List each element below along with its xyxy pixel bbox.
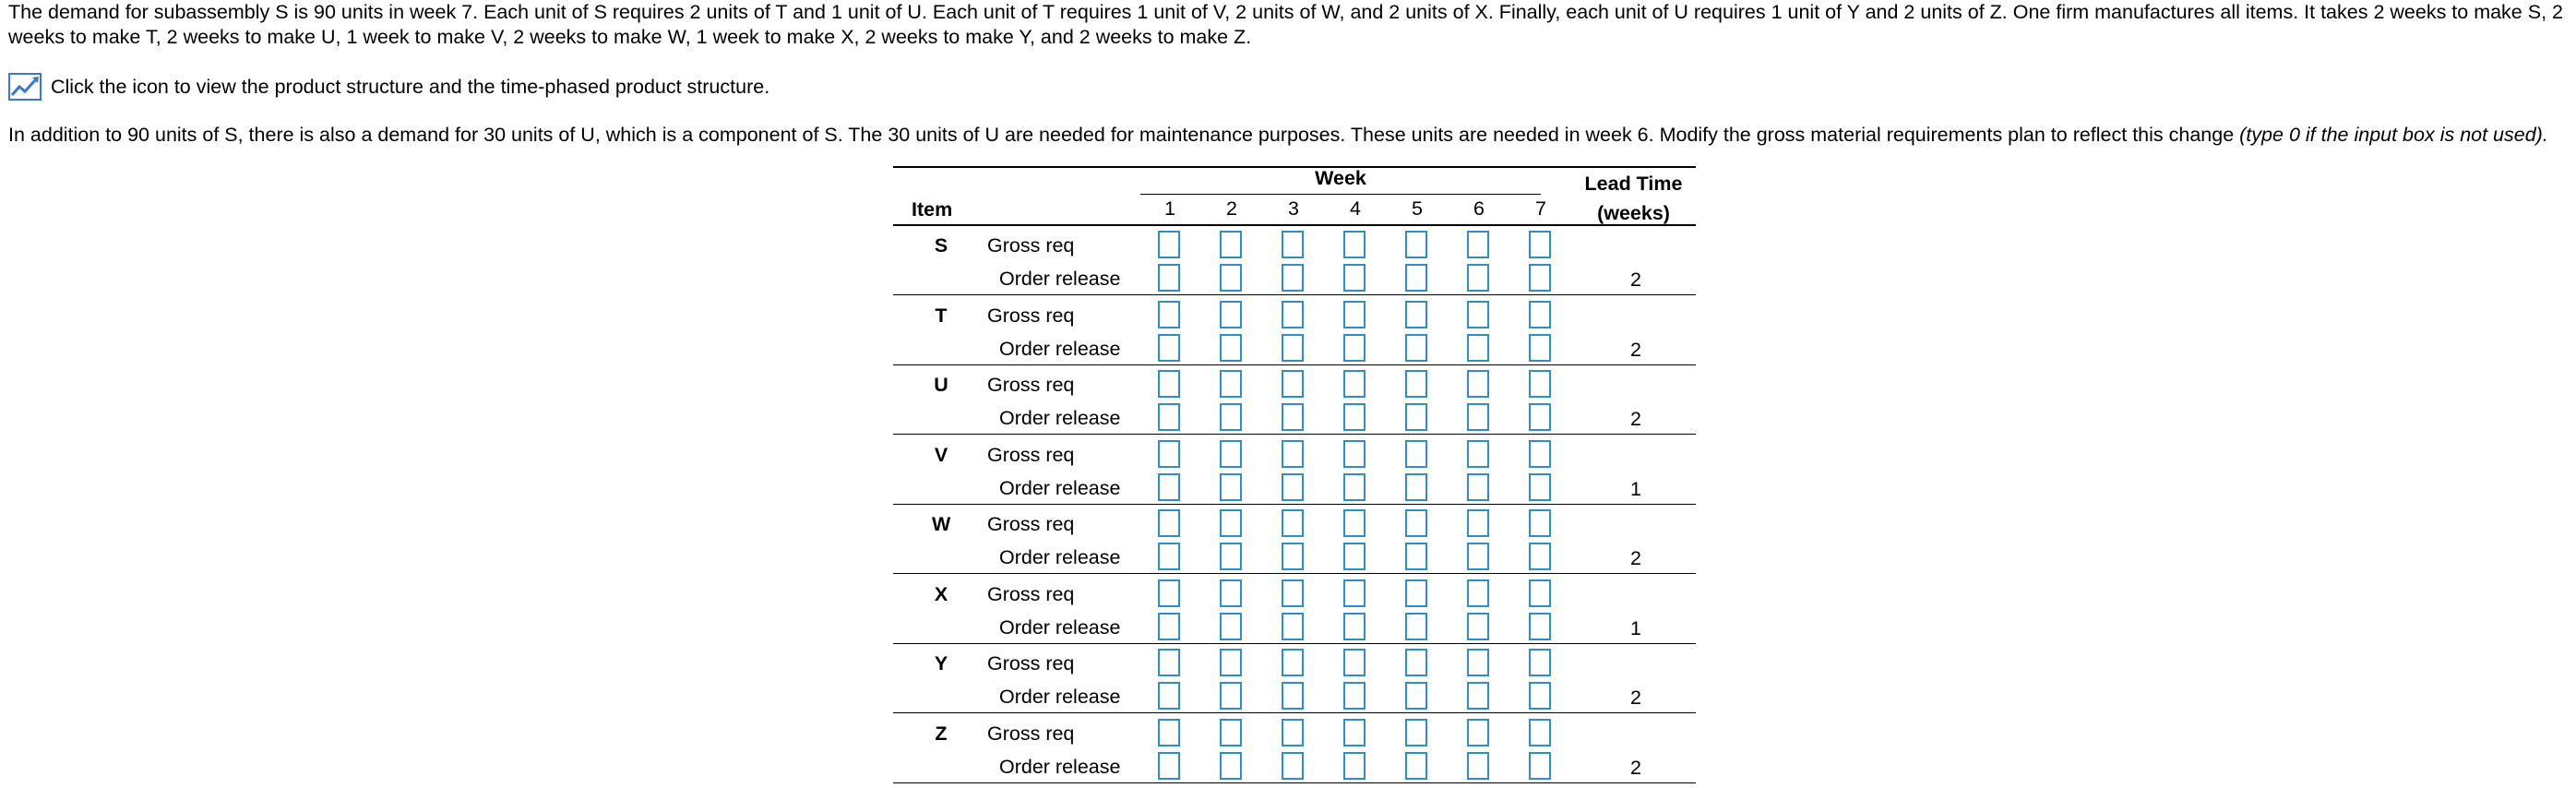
order-release-input-y-week-5[interactable] [1405, 682, 1427, 710]
gross-req-input-s-week-3[interactable] [1282, 231, 1304, 258]
week-number-1: 1 [1164, 197, 1175, 220]
order-release-label: Order release [999, 407, 1121, 429]
gross-req-label: Gross req [987, 374, 1075, 396]
order-release-input-u-week-3[interactable] [1282, 403, 1304, 431]
order-release-input-w-week-5[interactable] [1405, 543, 1427, 570]
item-code: T [935, 304, 948, 327]
gross-req-input-t-week-5[interactable] [1405, 301, 1427, 328]
order-release-input-x-week-1[interactable] [1158, 613, 1180, 640]
order-release-input-w-week-6[interactable] [1467, 543, 1489, 570]
order-release-label: Order release [999, 686, 1121, 708]
lead-time-value: 2 [1630, 547, 1641, 569]
order-release-input-y-week-2[interactable] [1220, 682, 1242, 710]
gross-req-label: Gross req [987, 304, 1075, 327]
gross-req-input-v-week-6[interactable] [1467, 440, 1489, 468]
order-release-input-z-week-6[interactable] [1467, 752, 1489, 780]
additional-demand-text [8, 123, 2569, 148]
order-release-input-v-week-1[interactable] [1158, 473, 1180, 501]
gross-req-input-u-week-2[interactable] [1220, 370, 1242, 398]
gross-req-input-y-week-4[interactable] [1343, 649, 1366, 676]
order-release-label: Order release [999, 615, 1121, 639]
order-release-input-t-week-1[interactable] [1158, 334, 1180, 362]
gross-req-input-z-week-7[interactable] [1529, 719, 1551, 746]
gross-req-input-z-week-3[interactable] [1282, 719, 1304, 746]
lead-time-value: 2 [1630, 338, 1641, 361]
item-block-v [893, 436, 1696, 505]
week-number-5: 5 [1412, 197, 1423, 220]
gross-req-input-v-week-5[interactable] [1405, 440, 1427, 468]
gross-req-input-t-week-7[interactable] [1529, 301, 1551, 328]
lead-time-header [1571, 169, 1696, 228]
order-release-input-v-week-4[interactable] [1343, 473, 1366, 501]
gross-req-input-w-week-6[interactable] [1467, 509, 1489, 537]
order-release-input-s-week-3[interactable] [1282, 264, 1304, 292]
gross-req-input-y-week-2[interactable] [1220, 649, 1242, 676]
item-block-s [893, 226, 1696, 295]
order-release-input-z-week-5[interactable] [1405, 752, 1427, 780]
gross-req-input-x-week-7[interactable] [1529, 579, 1551, 607]
gross-req-input-v-week-7[interactable] [1529, 440, 1551, 468]
gross-req-input-y-week-6[interactable] [1467, 649, 1489, 676]
gross-req-input-w-week-4[interactable] [1343, 509, 1366, 537]
gross-req-input-t-week-2[interactable] [1220, 301, 1242, 328]
item-code: S [934, 234, 948, 257]
gross-req-input-t-week-1[interactable] [1158, 301, 1180, 328]
order-release-input-s-week-6[interactable] [1467, 264, 1489, 292]
order-release-input-z-week-3[interactable] [1282, 752, 1304, 780]
order-release-label: Order release [999, 476, 1121, 499]
lead-time-value: 1 [1630, 477, 1641, 500]
week-number-2: 2 [1226, 197, 1237, 220]
gross-req-input-u-week-4[interactable] [1343, 370, 1366, 398]
item-code: U [934, 374, 948, 396]
gross-req-input-v-week-1[interactable] [1158, 440, 1180, 468]
order-release-label: Order release [999, 755, 1121, 778]
order-release-input-u-week-2[interactable] [1220, 403, 1242, 431]
order-release-input-x-week-5[interactable] [1405, 613, 1427, 640]
gross-req-input-u-week-1[interactable] [1158, 370, 1180, 398]
gross-req-input-y-week-1[interactable] [1158, 649, 1180, 676]
gross-req-label: Gross req [987, 443, 1075, 466]
lead-time-value: 1 [1630, 616, 1641, 639]
gross-req-input-v-week-4[interactable] [1343, 440, 1366, 468]
item-block-x [893, 575, 1696, 644]
week-number-4: 4 [1350, 197, 1361, 220]
gross-req-input-x-week-1[interactable] [1158, 579, 1180, 607]
item-block-t [893, 296, 1696, 365]
order-release-input-x-week-7[interactable] [1529, 613, 1551, 640]
order-release-input-y-week-7[interactable] [1529, 682, 1551, 710]
gross-req-label: Gross req [987, 513, 1075, 535]
icon-instruction-text: Click the icon to view the product structure and the time-phased product structure. [51, 75, 770, 98]
gross-req-input-z-week-5[interactable] [1405, 719, 1427, 746]
gross-req-input-s-week-1[interactable] [1158, 231, 1180, 258]
order-release-input-w-week-4[interactable] [1343, 543, 1366, 570]
gross-req-input-s-week-7[interactable] [1529, 231, 1551, 258]
item-header: Item [912, 198, 953, 221]
order-release-input-s-week-5[interactable] [1405, 264, 1427, 292]
gross-req-input-u-week-6[interactable] [1467, 370, 1489, 398]
gross-req-label: Gross req [987, 722, 1075, 745]
order-release-input-v-week-5[interactable] [1405, 473, 1427, 501]
order-release-input-t-week-4[interactable] [1343, 334, 1366, 362]
gross-req-input-z-week-1[interactable] [1158, 719, 1180, 746]
item-code: X [934, 582, 948, 605]
gross-req-input-s-week-5[interactable] [1405, 231, 1427, 258]
input-note: (type 0 if the input box is not used). [2239, 124, 2548, 146]
gross-req-input-y-week-5[interactable] [1405, 649, 1427, 676]
order-release-input-u-week-4[interactable] [1343, 403, 1366, 431]
chart-icon[interactable] [8, 73, 42, 101]
gross-req-input-u-week-5[interactable] [1405, 370, 1427, 398]
week-number-6: 6 [1473, 197, 1485, 220]
order-release-input-s-week-7[interactable] [1529, 264, 1551, 292]
gross-req-input-s-week-2[interactable] [1220, 231, 1242, 258]
order-release-input-t-week-3[interactable] [1282, 334, 1304, 362]
lead-time-header-line2: (weeks) [1597, 202, 1670, 224]
order-release-input-w-week-3[interactable] [1282, 543, 1304, 570]
week-number-3: 3 [1288, 197, 1299, 220]
order-release-input-u-week-6[interactable] [1467, 403, 1489, 431]
order-release-input-v-week-7[interactable] [1529, 473, 1551, 501]
lead-time-value: 2 [1630, 756, 1641, 779]
gross-req-label: Gross req [987, 234, 1075, 257]
order-release-input-x-week-3[interactable] [1282, 613, 1304, 640]
order-release-label: Order release [999, 337, 1121, 360]
order-release-label: Order release [999, 546, 1121, 568]
gross-req-input-w-week-1[interactable] [1158, 509, 1180, 537]
order-release-input-t-week-6[interactable] [1467, 334, 1489, 362]
order-release-input-y-week-4[interactable] [1343, 682, 1366, 710]
lead-time-value: 2 [1630, 687, 1641, 709]
product-structure-link [8, 70, 769, 103]
gross-req-input-u-week-3[interactable] [1282, 370, 1304, 398]
item-separator-rule [893, 782, 1696, 783]
order-release-input-t-week-7[interactable] [1529, 334, 1551, 362]
lead-time-header-line1: Lead Time [1584, 173, 1683, 195]
gross-req-input-u-week-7[interactable] [1529, 370, 1551, 398]
gross-req-label: Gross req [987, 652, 1075, 675]
item-block-w [893, 505, 1696, 574]
week-header-rule [1140, 194, 1541, 195]
gross-req-input-x-week-4[interactable] [1343, 579, 1366, 607]
order-release-input-u-week-7[interactable] [1529, 403, 1551, 431]
lead-time-value: 2 [1630, 269, 1641, 291]
order-release-input-x-week-2[interactable] [1220, 613, 1242, 640]
gross-req-input-x-week-6[interactable] [1467, 579, 1489, 607]
order-release-input-v-week-6[interactable] [1467, 473, 1489, 501]
order-release-input-v-week-3[interactable] [1282, 473, 1304, 501]
item-code: W [932, 513, 951, 535]
order-release-input-z-week-4[interactable] [1343, 752, 1366, 780]
gross-req-label: Gross req [987, 582, 1075, 605]
order-release-label: Order release [999, 268, 1121, 290]
gross-req-input-y-week-3[interactable] [1282, 649, 1304, 676]
gross-req-input-t-week-3[interactable] [1282, 301, 1304, 328]
item-block-y [893, 644, 1696, 713]
item-block-z [893, 714, 1696, 783]
week-header: Week [1315, 167, 1366, 189]
item-code: Z [935, 722, 948, 745]
gross-req-input-x-week-3[interactable] [1282, 579, 1304, 607]
order-release-input-w-week-2[interactable] [1220, 543, 1242, 570]
order-release-input-w-week-7[interactable] [1529, 543, 1551, 570]
order-release-input-t-week-5[interactable] [1405, 334, 1427, 362]
order-release-input-z-week-2[interactable] [1220, 752, 1242, 780]
gross-req-input-s-week-6[interactable] [1467, 231, 1489, 258]
item-block-u [893, 365, 1696, 435]
gross-req-input-w-week-5[interactable] [1405, 509, 1427, 537]
order-release-input-x-week-4[interactable] [1343, 613, 1366, 640]
gross-req-input-y-week-7[interactable] [1529, 649, 1551, 676]
order-release-input-u-week-1[interactable] [1158, 403, 1180, 431]
gross-req-input-z-week-2[interactable] [1220, 719, 1242, 746]
order-release-input-x-week-6[interactable] [1467, 613, 1489, 640]
order-release-input-y-week-1[interactable] [1158, 682, 1180, 710]
item-code: V [934, 443, 948, 466]
problem-statement: The demand for subassembly S is 90 units in week 7. Each unit of S requires 2 units of T and 1 unit of U. Each unit of T requires 1 unit of V, 2 units of W, and 2 units of X. Finally, each unit of U requires 1 unit of Y and 2 units of Z. One firm manufactures all items. It takes 2 weeks to make S, 2 weeks to make T, 2 weeks to make U, 1 week to make V, 2 weeks to make W, 1 week to make X, 2 weeks to make Y, and 2 weeks to make Z. [8, 1, 2563, 48]
gross-req-input-w-week-3[interactable] [1282, 509, 1304, 537]
item-code: Y [934, 652, 948, 675]
gross-req-input-w-week-2[interactable] [1220, 509, 1242, 537]
order-release-input-y-week-3[interactable] [1282, 682, 1304, 710]
gross-req-input-z-week-4[interactable] [1343, 719, 1366, 746]
order-release-input-z-week-7[interactable] [1529, 752, 1551, 780]
order-release-input-u-week-5[interactable] [1405, 403, 1427, 431]
gross-req-input-x-week-2[interactable] [1220, 579, 1242, 607]
gross-req-input-w-week-7[interactable] [1529, 509, 1551, 537]
gross-req-input-z-week-6[interactable] [1467, 719, 1489, 746]
gross-req-input-v-week-3[interactable] [1282, 440, 1304, 468]
order-release-input-v-week-2[interactable] [1220, 473, 1242, 501]
gross-req-input-v-week-2[interactable] [1220, 440, 1242, 468]
lead-time-value: 2 [1630, 408, 1641, 430]
gross-req-input-t-week-6[interactable] [1467, 301, 1489, 328]
gross-req-input-t-week-4[interactable] [1343, 301, 1366, 328]
gross-req-input-s-week-4[interactable] [1343, 231, 1366, 258]
additional-demand-statement: In addition to 90 units of S, there is also a demand for 30 units of U, which is a component of S. The 30 units of U are needed for maintenance purposes. These units are needed in week 6. Modify the gross material requirements plan to reflect this change [8, 124, 2235, 146]
week-number-7: 7 [1535, 197, 1546, 220]
order-release-input-w-week-1[interactable] [1158, 543, 1180, 570]
gross-req-input-x-week-5[interactable] [1405, 579, 1427, 607]
order-release-input-s-week-2[interactable] [1220, 264, 1242, 292]
order-release-input-t-week-2[interactable] [1220, 334, 1242, 362]
order-release-input-s-week-1[interactable] [1158, 264, 1180, 292]
order-release-input-y-week-6[interactable] [1467, 682, 1489, 710]
order-release-input-s-week-4[interactable] [1343, 264, 1366, 292]
order-release-input-z-week-1[interactable] [1158, 752, 1180, 780]
